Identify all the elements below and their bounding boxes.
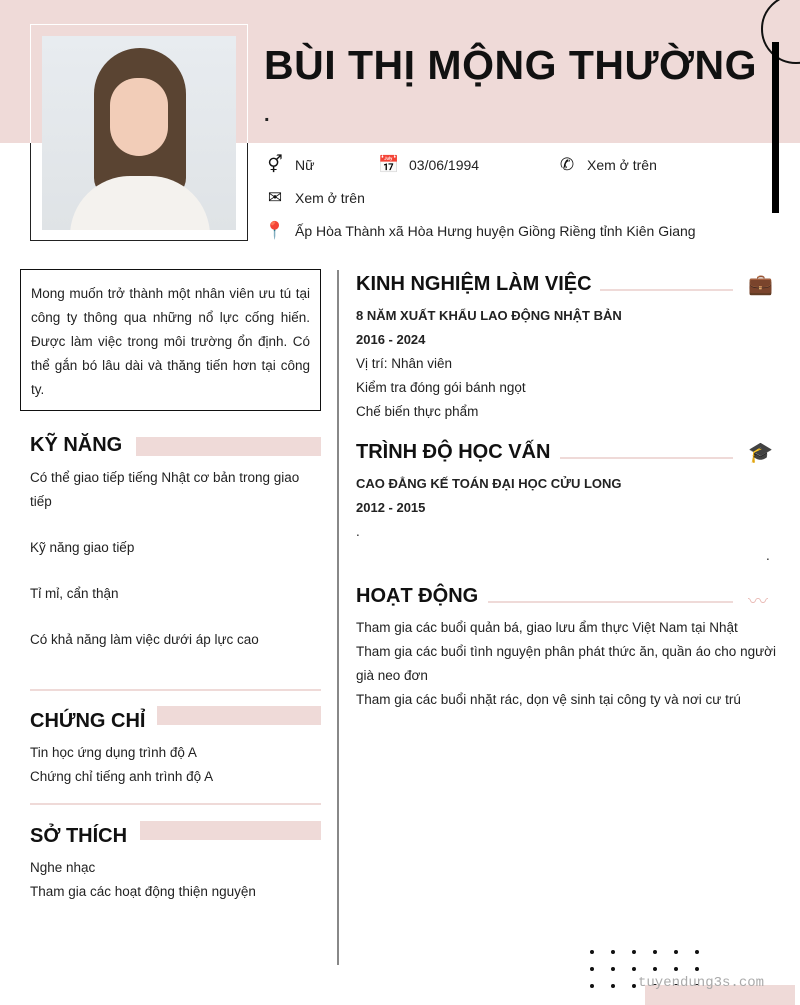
- hobby-item: Tham gia các hoạt động thiện nguyện: [30, 884, 256, 899]
- column-divider: [337, 270, 339, 965]
- divider: [30, 689, 321, 691]
- heading-line: [600, 289, 733, 291]
- education-note: .: [356, 524, 360, 539]
- activity-item: Tham gia các buổi quản bá, giao lưu ẩm thực Việt Nam tại Nhật: [356, 620, 738, 635]
- hobbies-heading: SỞ THÍCH: [30, 825, 128, 847]
- calendar-icon: 📅: [378, 155, 400, 174]
- experience-period: 2016 - 2024: [356, 332, 426, 347]
- hobbies-heading-bar: [140, 821, 321, 840]
- education-school: CAO ĐẲNG KẾ TOÁN ĐẠI HỌC CỬU LONG: [356, 476, 622, 491]
- experience-line: Kiểm tra đóng gói bánh ngọt: [356, 380, 526, 395]
- experience-line: Chế biến thực phẩm: [356, 404, 479, 419]
- skills-heading-bar: [136, 437, 321, 456]
- cert-item: Tin học ứng dụng trình độ A: [30, 745, 197, 760]
- briefcase-icon: 💼: [748, 274, 773, 296]
- skill-item: Có khả năng làm việc dưới áp lực cao: [30, 632, 259, 647]
- cert-item: Chứng chỉ tiếng anh trình độ A: [30, 769, 214, 784]
- gender-value: Nữ: [295, 157, 315, 173]
- experience-heading: KINH NGHIỆM LÀM VIỆC: [356, 273, 592, 295]
- address-value: Ấp Hòa Thành xã Hòa Hưng huyện Giồng Riềng tỉnh Kiên Giang: [295, 223, 696, 239]
- candidate-name: BÙI THỊ MỘNG THƯỜNG: [264, 42, 758, 88]
- dob-value: 03/06/1994: [409, 157, 480, 173]
- hobby-item: Nghe nhạc: [30, 860, 96, 875]
- activities-heading: HOẠT ĐỘNG: [356, 585, 479, 607]
- experience-line: Vị trí: Nhân viên: [356, 356, 453, 371]
- envelope-icon: ✉: [267, 188, 283, 207]
- skill-item: Kỹ năng giao tiếp: [30, 540, 135, 555]
- graduation-cap-icon: 🎓: [748, 442, 773, 464]
- phone-icon: ✆: [559, 155, 575, 174]
- watermark: tuyendung3s.com: [638, 975, 765, 991]
- heartbeat-icon: 〰: [748, 591, 768, 613]
- certs-heading: CHỨNG CHỈ: [30, 710, 146, 732]
- divider: [30, 803, 321, 805]
- heading-line: [488, 601, 733, 603]
- location-pin-icon: 📍: [264, 221, 286, 240]
- phone-value: Xem ở trên: [587, 157, 657, 173]
- activity-item: Tham gia các buổi nhặt rác, dọn vệ sinh tại công ty và nơi cư trú: [356, 692, 741, 707]
- email-value: Xem ở trên: [295, 190, 365, 206]
- decorative-bar: [772, 42, 779, 213]
- heading-line: [560, 457, 733, 459]
- address-info: [264, 221, 696, 241]
- skill-item: Có thể giao tiếp tiếng Nhật cơ bản trong giao tiếp: [30, 470, 300, 509]
- experience-company: 8 NĂM XUẤT KHẨU LAO ĐỘNG NHẬT BẢN: [356, 308, 622, 323]
- profile-photo: [42, 36, 236, 230]
- subtitle: .: [264, 104, 270, 126]
- gender-icon: ⚥: [267, 155, 283, 174]
- activity-item: Tham gia các buổi tình nguyện phân phát thức ăn, quần áo cho người già neo đơn: [356, 644, 776, 683]
- career-objective: Mong muốn trở thành một nhân viên ưu tú tại công ty thông qua những nổ lực cống hiến. Được làm việc trong môi trường ổn định. Có thể gắn bó lâu dài và thăng tiến hơn tại công ty.: [20, 269, 321, 411]
- skills-heading: KỸ NĂNG: [30, 434, 123, 456]
- education-heading: TRÌNH ĐỘ HỌC VẤN: [356, 441, 551, 463]
- certs-heading-bar: [157, 706, 321, 725]
- skill-item: Tỉ mỉ, cẩn thận: [30, 586, 119, 601]
- email-info: [264, 188, 365, 208]
- phone-info: [556, 155, 657, 175]
- education-period: 2012 - 2015: [356, 500, 426, 515]
- dob-info: [378, 155, 479, 175]
- gender-info: [264, 155, 314, 175]
- education-note-2: .: [766, 548, 770, 563]
